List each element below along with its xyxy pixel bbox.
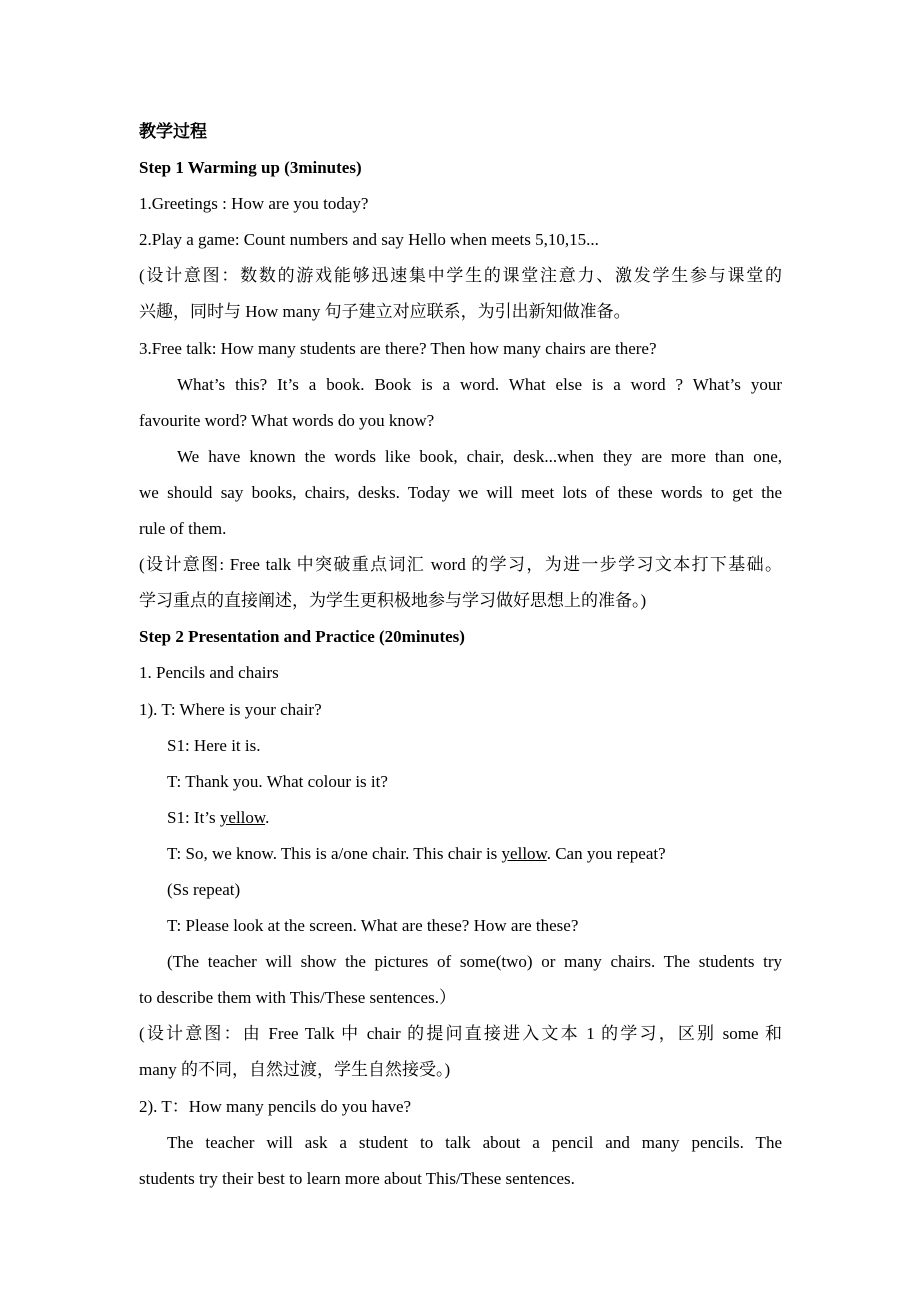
step1-greetings: 1.Greetings : How are you today? bbox=[139, 194, 369, 214]
dialogue-t-look: T: Please look at the screen. What are these? How are these? bbox=[167, 916, 579, 936]
step1-game: 2.Play a game: Count numbers and say Hello when meets 5,10,15... bbox=[139, 230, 599, 250]
document-page bbox=[139, 114, 782, 1197]
step2-design3-line2: many 的不同，自然过渡，学生自然接受。) bbox=[139, 1060, 451, 1080]
step1-paragraph1-line2: favourite word? What words do you know? bbox=[139, 410, 435, 430]
step2-design3-line1: (设计意图：由 Free Talk 中 chair 的提问直接进入文本 1 的学习，区别 some 和 bbox=[139, 1024, 782, 1044]
step2-title: Step 2 Presentation and Practice (20minutes) bbox=[139, 627, 465, 647]
dialogue-s1-its-underlined: yellow bbox=[219, 807, 266, 827]
dialogue-t-so-pre: T: So, we know. This is a/one chair. This chair is bbox=[167, 843, 502, 863]
step2-paragraph3-line1: (The teacher will show the pictures of some(two) or many chairs. The students try bbox=[167, 952, 782, 972]
dialogue-s1-its-post: . bbox=[265, 807, 270, 827]
step2-question2: 2). T：How many pencils do you have? bbox=[139, 1096, 412, 1116]
step2-paragraph4-line1: The teacher will ask a student to talk about a pencil and many pencils. The bbox=[167, 1132, 782, 1152]
dialogue-s1-here: S1: Here it is. bbox=[167, 735, 261, 755]
step1-paragraph2-line3: rule of them. bbox=[139, 519, 227, 539]
step2-paragraph3-line2: to describe them with This/These sentences.） bbox=[139, 988, 456, 1008]
step1-design-note-line2: 兴趣，同时与 How many 句子建立对应联系，为引出新知做准备。 bbox=[139, 302, 631, 322]
step1-design-note-line1: (设计意图：数数的游戏能够迅速集中学生的课堂注意力、激发学生参与课堂的 bbox=[139, 266, 782, 286]
step1-free-talk: 3.Free talk: How many students are there? Then how many chairs are there? bbox=[139, 338, 657, 358]
step1-paragraph2-line1: We have known the words like book, chair, desk...when they are more than one, bbox=[177, 446, 782, 466]
step2-section1: 1. Pencils and chairs bbox=[139, 663, 279, 683]
dialogue-t-so bbox=[139, 836, 782, 872]
dialogue-ss-repeat: (Ss repeat) bbox=[167, 879, 241, 899]
document-heading: 教学过程 bbox=[139, 122, 207, 141]
step2-question1: 1). T: Where is your chair? bbox=[139, 699, 322, 719]
step1-paragraph1-line1: What’s this? It’s a book. Book is a word. What else is a word ? What’s your bbox=[177, 374, 782, 394]
dialogue-t-so-post: . Can you repeat? bbox=[546, 843, 666, 863]
dialogue-s1-its-pre: S1: It’s bbox=[167, 807, 220, 827]
step2-paragraph4-line2: students try their best to learn more about This/These sentences. bbox=[139, 1168, 575, 1188]
step1-paragraph2-line2: we should say books, chairs, desks. Today we will meet lots of these words to get the bbox=[139, 482, 782, 502]
step1-title: Step 1 Warming up (3minutes) bbox=[139, 158, 362, 178]
dialogue-s1-its bbox=[139, 800, 782, 836]
step1-design2-line1: (设计意图: Free talk 中突破重点词汇 word 的学习，为进一步学习文本打下基础。 bbox=[139, 555, 782, 575]
dialogue-t-thank: T: Thank you. What colour is it? bbox=[167, 771, 388, 791]
step1-design2-line2: 学习重点的直接阐述，为学生更积极地参与学习做好思想上的准备。) bbox=[139, 591, 647, 611]
dialogue-t-so-underlined: yellow bbox=[501, 843, 547, 863]
